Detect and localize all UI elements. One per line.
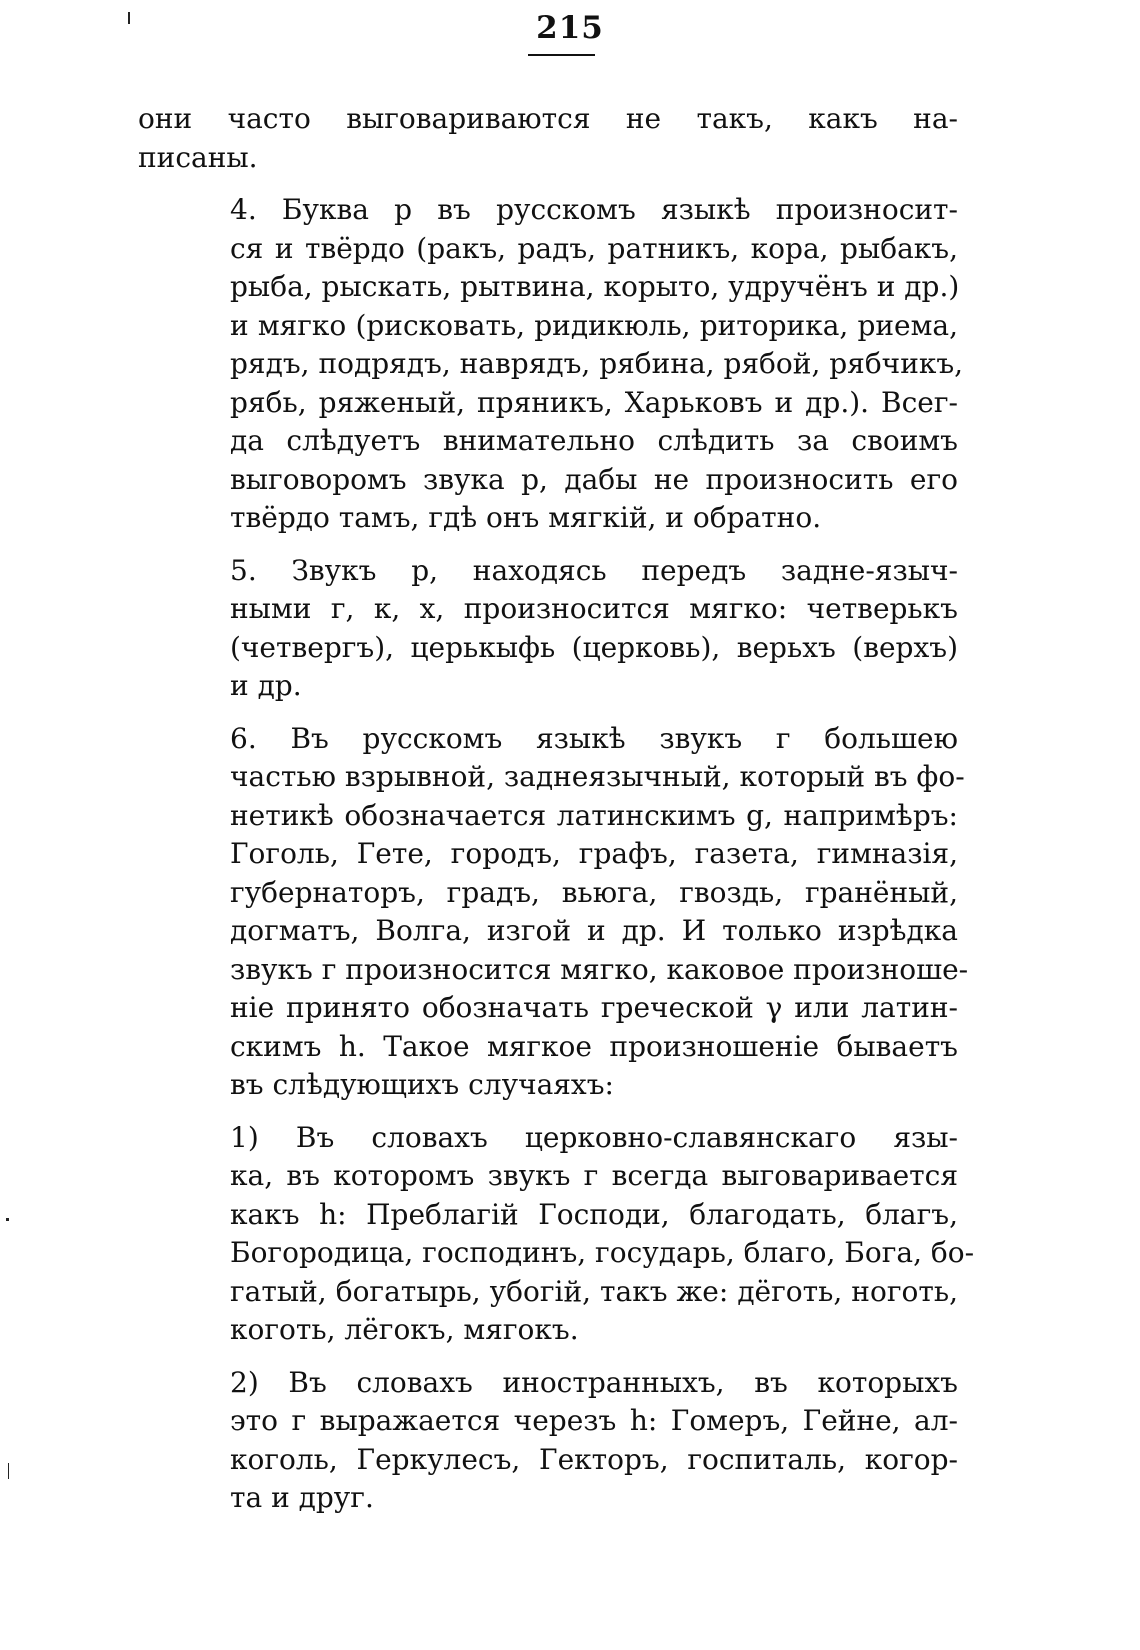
text-line: рябь, ряженый, пряникъ, Харьковъ и др.). Всег- xyxy=(230,385,958,419)
body-text xyxy=(138,100,975,1532)
text-line: ніе принято обозначать греческой γ или латин- xyxy=(230,991,958,1024)
scan-speck xyxy=(8,1463,9,1479)
page-number-underline xyxy=(528,54,595,56)
text-line: ными г, к, х, произносится мягко: четверькъ xyxy=(230,592,958,625)
text-line: рядъ, подрядъ, наврядъ, рябина, рябой, рябчикъ, xyxy=(230,347,964,380)
text-line: коголь, Геркулесъ, Гекторъ, госпиталь, когор- xyxy=(230,1442,958,1476)
paragraph xyxy=(138,100,958,177)
text-line: губернаторъ, градъ, вьюга, гвоздь, гранёный, xyxy=(230,875,958,909)
text-line: Богородица, господинъ, государь, благо, Бога, бо- xyxy=(230,1236,975,1269)
text-line: ка, въ которомъ звукъ г всегда выговаривается xyxy=(230,1159,958,1192)
text-line: та и друг. xyxy=(230,1481,374,1514)
text-line: нетикѣ обозначается латинскимъ g, напримѣръ: xyxy=(230,798,958,832)
text-line: 5. Звукъ р, находясь передъ задне-языч- xyxy=(230,553,958,587)
text-line: рыба, рыскать, рытвина, корыто, удручёнъ и др.) xyxy=(230,270,960,303)
text-line: Гоголь, Гете, городъ, графъ, газета, гимназія, xyxy=(230,837,958,870)
text-line: 1) Въ словахъ церковно-славянскаго язы- xyxy=(230,1120,958,1154)
text-line: скимъ h. Такое мягкое произношеніе бываетъ xyxy=(230,1029,958,1063)
text-line: да слѣдуетъ внимательно слѣдить за своимъ xyxy=(230,424,958,457)
text-line: и др. xyxy=(230,669,302,702)
paragraph xyxy=(138,720,969,1105)
paragraph xyxy=(138,1119,975,1350)
text-line: частью взрывной, заднеязычный, который въ фо- xyxy=(230,760,965,793)
page-number: 215 xyxy=(536,10,604,46)
text-line: гатый, богатырь, убогій, такъ же: дёготь, ноготь, xyxy=(230,1274,958,1308)
text-line: какъ h: Преблагій Господи, благодать, благъ, xyxy=(230,1197,958,1231)
scan-speck xyxy=(6,1218,9,1221)
text-line: звукъ г произносится мягко, каковое произноше- xyxy=(230,952,969,986)
text-line: это г выражается черезъ h: Гомеръ, Гейне, ал- xyxy=(230,1404,958,1437)
paragraph xyxy=(138,1364,958,1518)
text-line: 4. Буква р въ русскомъ языкѣ произносит- xyxy=(230,193,958,226)
text-line: (четвергъ), церькыфь (церковь), верьхъ (верхъ) xyxy=(230,630,958,664)
text-line: въ слѣдующихъ случаяхъ: xyxy=(230,1068,614,1101)
paragraph xyxy=(138,552,958,706)
text-line: выговоромъ звука р, дабы не произносить его xyxy=(230,462,958,496)
paragraph xyxy=(138,191,964,538)
text-line: догматъ, Волга, изгой и др. И только изрѣдка xyxy=(230,914,958,947)
text-line: и мягко (рисковать, ридикюль, риторика, риема, xyxy=(230,308,958,342)
text-line: ся и твёрдо (ракъ, радъ, ратникъ, кора, рыбакъ, xyxy=(230,231,958,265)
text-line: они часто выговариваются не такъ, какъ на- xyxy=(138,102,958,135)
text-line: 6. Въ русскомъ языкѣ звукъ г большею xyxy=(230,721,958,755)
text-line: писаны. xyxy=(138,140,258,174)
text-line: твёрдо тамъ, гдѣ онъ мягкій, и обратно. xyxy=(230,501,822,534)
text-line: 2) Въ словахъ иностранныхъ, въ которыхъ xyxy=(230,1365,958,1399)
text-line: коготь, лёгокъ, мягокъ. xyxy=(230,1313,579,1346)
